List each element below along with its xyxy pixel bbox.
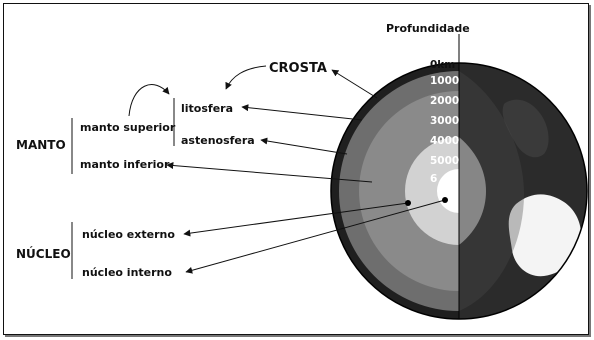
- label-litosfera: litosfera: [181, 102, 233, 115]
- depth-mark-0: 0km: [430, 59, 456, 71]
- arrow-astenosfera: [261, 140, 347, 154]
- depth-axis-title: Profundidade: [386, 22, 470, 35]
- arrow-crosta: [332, 70, 377, 98]
- curved-arrow-manto-litosfera: [129, 85, 169, 116]
- depth-mark-2000: 2000: [430, 95, 460, 107]
- label-nucleo-externo: núcleo externo: [82, 228, 175, 241]
- depth-mark-1000: 1000: [430, 75, 460, 87]
- label-manto: MANTO: [16, 138, 66, 152]
- depth-mark-3000: 3000: [430, 115, 460, 127]
- arrow-litosfera: [242, 107, 362, 120]
- figure-frame: [3, 3, 589, 335]
- label-manto-inferior: manto inferior: [80, 158, 170, 171]
- curved-arrow-crosta-litosfera: [226, 66, 266, 89]
- earth-layers-diagram: [4, 4, 588, 334]
- label-astenosfera: astenosfera: [181, 134, 255, 147]
- depth-mark-6000: 6: [430, 173, 438, 185]
- label-crosta: CROSTA: [269, 61, 327, 76]
- label-manto-superior: manto superior: [80, 121, 176, 134]
- label-nucleo-interno: núcleo interno: [82, 266, 172, 279]
- depth-mark-4000: 4000: [430, 135, 460, 147]
- depth-mark-5000: 5000: [430, 155, 460, 167]
- label-nucleo: NÚCLEO: [16, 247, 71, 261]
